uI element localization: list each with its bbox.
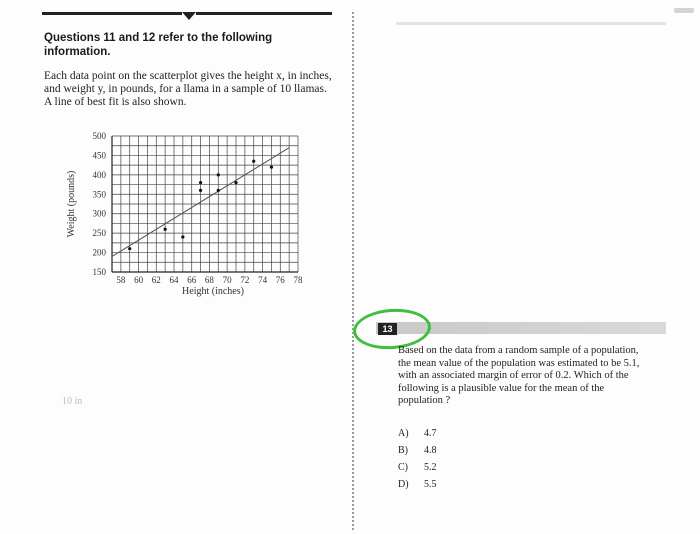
data-point bbox=[270, 165, 273, 168]
choice-letter: A) bbox=[398, 428, 409, 439]
choice-letter: B) bbox=[398, 445, 408, 456]
choice-b[interactable] bbox=[398, 442, 437, 459]
data-point bbox=[181, 235, 184, 238]
data-point bbox=[128, 247, 131, 250]
faint-rule bbox=[396, 22, 666, 25]
x-tick-label: 78 bbox=[293, 275, 303, 285]
top-rule-right bbox=[196, 12, 332, 15]
choice-value: 4.8 bbox=[424, 445, 437, 456]
y-tick-label: 250 bbox=[92, 228, 106, 239]
questions-heading: Questions 11 and 12 refer to the following information. bbox=[44, 32, 273, 58]
answer-choices bbox=[398, 425, 437, 493]
top-rule-arrow-icon bbox=[182, 12, 196, 20]
x-tick-label: 60 bbox=[134, 275, 144, 285]
y-tick-label: 300 bbox=[92, 208, 106, 219]
y-tick-label: 450 bbox=[92, 150, 106, 161]
choice-value: 5.2 bbox=[424, 462, 437, 473]
data-point bbox=[199, 181, 202, 184]
data-point bbox=[217, 173, 220, 176]
data-point bbox=[199, 189, 202, 192]
choice-value: 5.5 bbox=[424, 479, 437, 490]
data-point bbox=[234, 181, 237, 184]
x-tick-labels bbox=[116, 275, 303, 285]
top-rule-left bbox=[42, 12, 182, 15]
y-tick-label: 200 bbox=[92, 247, 106, 258]
x-tick-label: 76 bbox=[275, 275, 285, 285]
x-tick-label: 58 bbox=[116, 275, 126, 285]
x-tick-label: 64 bbox=[169, 275, 179, 285]
x-axis-label: Height (inches) bbox=[182, 286, 244, 297]
page-smudge bbox=[674, 8, 694, 13]
choice-c[interactable] bbox=[398, 459, 437, 476]
choice-letter: D) bbox=[398, 479, 409, 490]
x-tick-label: 68 bbox=[204, 275, 214, 285]
y-tick-label: 350 bbox=[92, 189, 106, 200]
choice-letter: C) bbox=[398, 462, 408, 473]
chart-grid bbox=[112, 136, 298, 272]
data-point bbox=[164, 228, 167, 231]
data-point bbox=[252, 160, 255, 163]
question-number-badge: 13 bbox=[378, 323, 397, 335]
faint-margin-note: 10 in bbox=[62, 396, 83, 407]
y-tick-label: 500 bbox=[92, 131, 106, 141]
choice-d[interactable] bbox=[398, 476, 437, 493]
scatterplot-chart bbox=[64, 128, 314, 300]
y-axis-label: Weight (pounds) bbox=[66, 170, 77, 238]
choice-value: 4.7 bbox=[424, 428, 437, 439]
x-tick-label: 66 bbox=[187, 275, 197, 285]
x-tick-label: 74 bbox=[258, 275, 268, 285]
page-divider bbox=[352, 12, 354, 530]
y-tick-label: 150 bbox=[92, 267, 106, 277]
y-tick-labels bbox=[93, 131, 107, 277]
x-tick-label: 62 bbox=[151, 275, 161, 285]
y-tick-label: 400 bbox=[92, 169, 106, 180]
x-tick-label: 70 bbox=[222, 275, 232, 285]
scatterplot-intro-text: Each data point on the scatterplot gives the height x, in inches, and weight y, in pounds, for a llama in a sample of 10 llamas. A line of best fit is also shown. bbox=[44, 70, 332, 108]
data-point bbox=[217, 189, 220, 192]
choice-a[interactable] bbox=[398, 425, 437, 442]
x-tick-label: 72 bbox=[240, 275, 250, 285]
question-text: Based on the data from a random sample of a population, the mean value of the population was estimated to be 5.1, with an associated margin of error of 0.2. Which of the following is a plausible value for the mean of the population ? bbox=[398, 345, 640, 407]
